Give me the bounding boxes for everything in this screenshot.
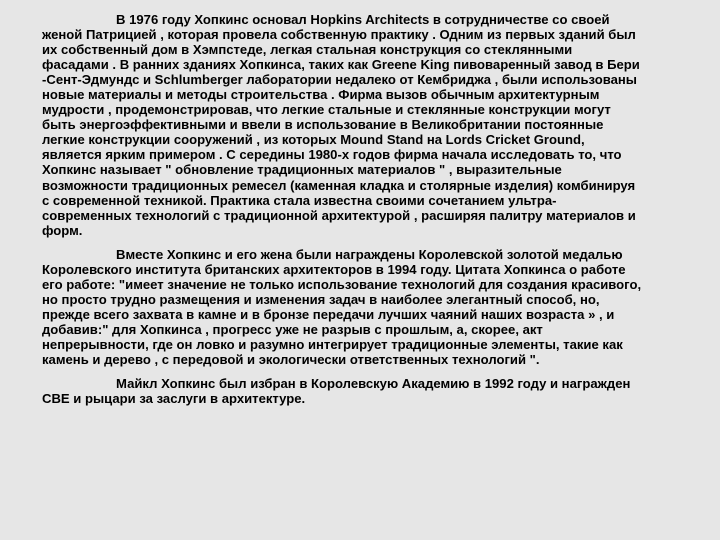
body-text bbox=[42, 12, 642, 406]
paragraph-founding-hopkins-architects: В 1976 году Хопкинс основал Hopkins Architects в сотрудничестве со своей женой Патрицией , которая провела собственную практику . Одним из первых зданий был их собственный дом в Хэмпстеде, легкая стальная конструкция со стеклянными фасадами . В ранних зданиях Хопкинса, таких как Greene King пивоваренный завод в Бери -Сент-Эдмундс и Schlumberger лаборатории недалеко от Кембриджа , были использованы новые материалы и методы строительства . Фирма вызов обычным архитектурным мудрости , продемонстрировав, что легкие стальные и стеклянные конструкции могут быть энергоэффективными и ввели в использование в Великобритании постоянные легкие конструкции сооружений , из которых Mound Stand на Lords Cricket Ground, является ярким примером . С середины 1980-х годов фирма начала исследовать то, что Хопкинс называет " обновление традиционных материалов " , выразительные возможности традиционных ремесел (каменная кладка и столярные изделия) комбинируя с современной техникой. Практика стала известна своими сочетанием ультра- современных технологий с традиционной архитектурой , расширяя палитру материалов и форм. bbox=[42, 12, 640, 238]
paragraph-royal-gold-medal: Вместе Хопкинс и его жена были награждены Королевской золотой медалью Королевского института британских архитекторов в 1994 году. Цитата Хопкинса о работе его работе: "имеет значение не только использование технологий для создания красивого, но просто трудно размещения и изменения задач в наиболее элегантный способ, но, прежде всего захвата в камне и в бронзе передачи лучших чаяний наших возраста » , и добавив:" для Хопкинса , прогресс уже не разрыв с прошлым, а, скорее, акт непрерывности, где он ловко и разумно интегрирует традиционные элементы, такие как камень и дерево , с передовой и экологически ответственных технологий ". bbox=[42, 246, 642, 368]
paragraph-royal-academy: Майкл Хопкинс был избран в Королевскую Академию в 1992 году и награжден CBE и рыцари за заслуги в архитектуре. bbox=[42, 376, 631, 407]
